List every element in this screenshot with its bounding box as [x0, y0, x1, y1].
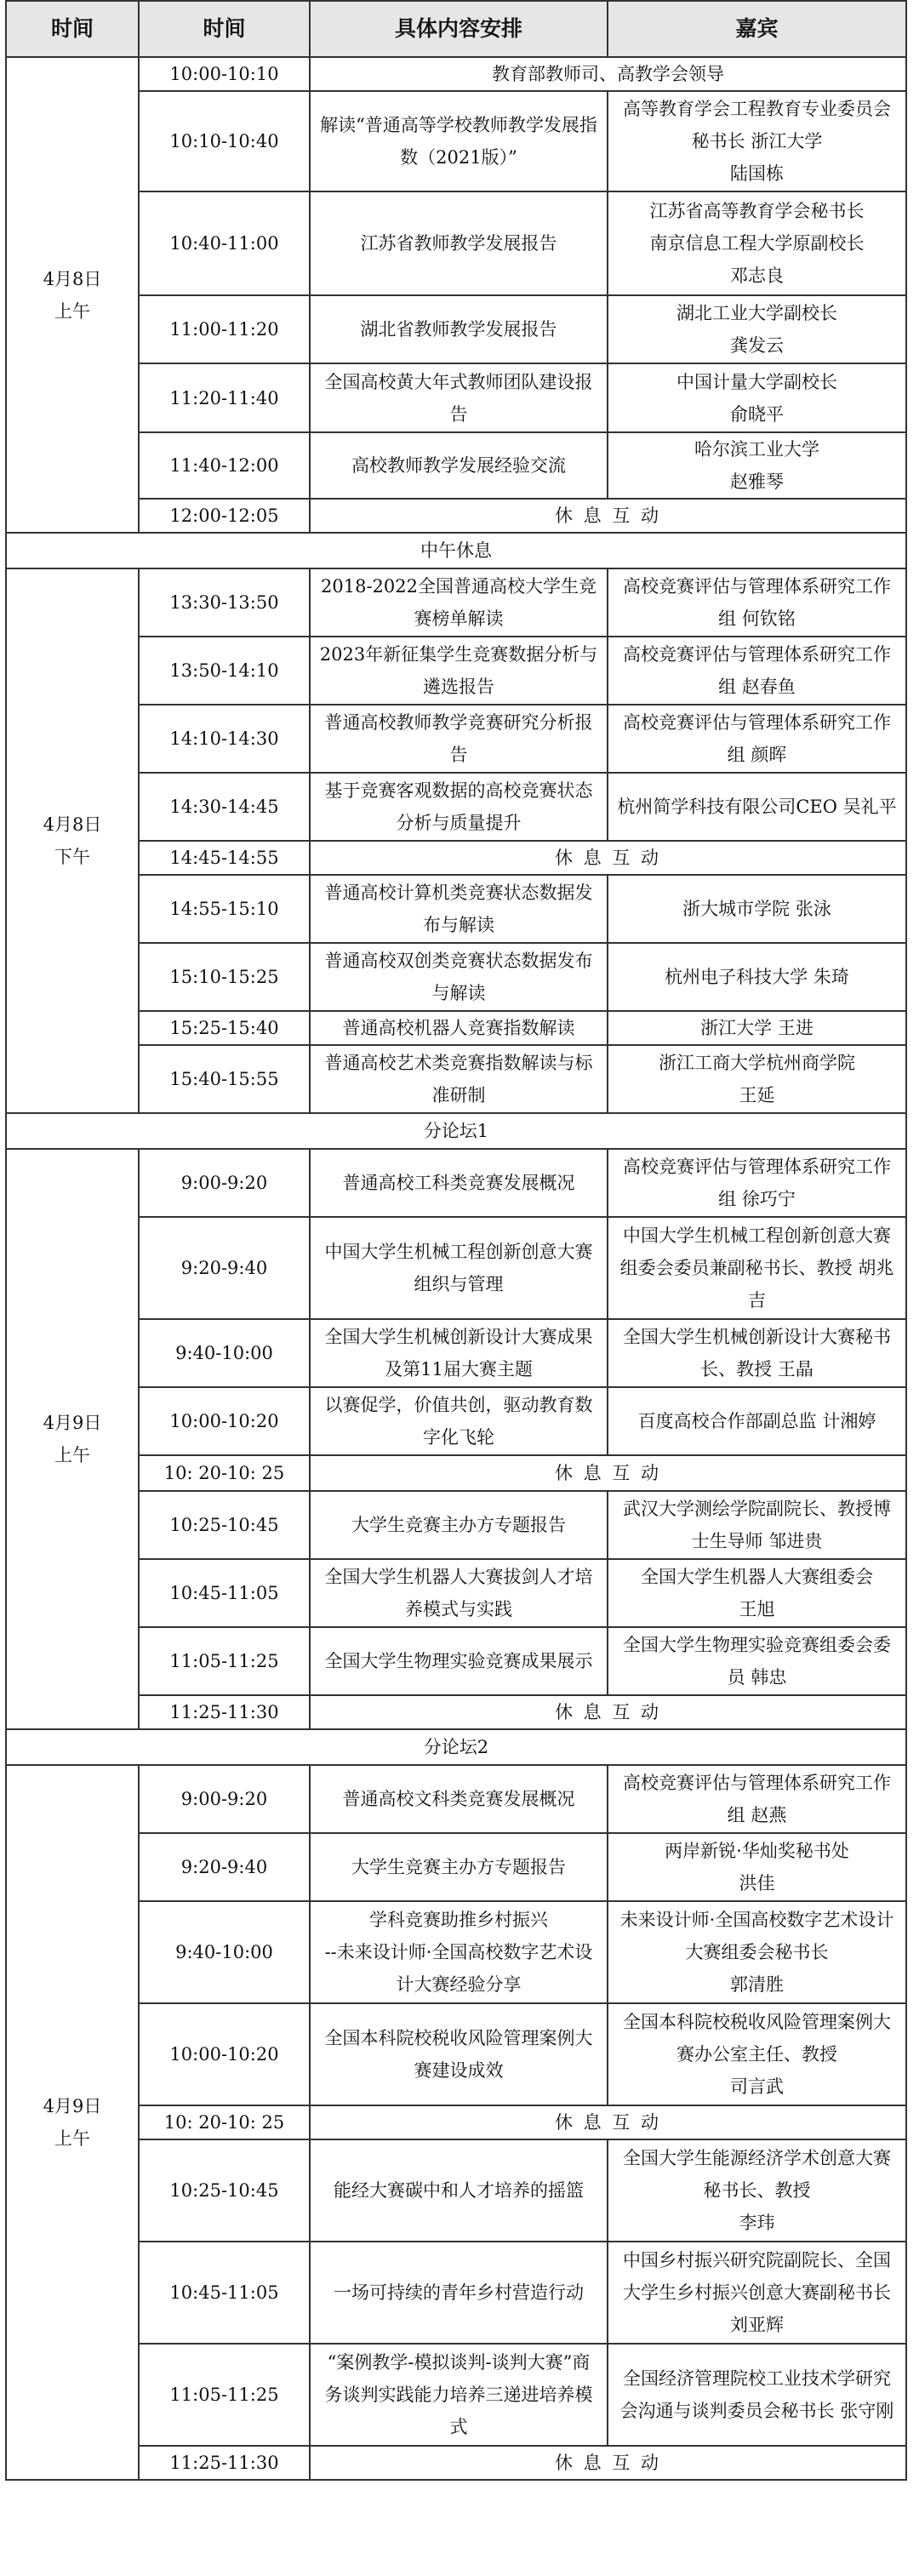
time-cell	[139, 875, 310, 943]
time-cell	[139, 295, 310, 363]
cell-text: 休 息 互 动	[554, 505, 662, 526]
cell-text: 中国计量大学副校长 俞晓平	[676, 371, 837, 425]
section-row	[6, 533, 906, 568]
header-guest: 嘉宾	[608, 1, 906, 57]
schedule-row	[6, 1455, 906, 1491]
content-cell	[310, 2344, 608, 2446]
time-cell	[139, 1765, 310, 1833]
cell-text: 2018-2022全国普通高校大学生竞赛榜单解读	[321, 576, 596, 629]
cell-text: 11:40-12:00	[169, 455, 279, 476]
content-cell	[310, 2003, 608, 2105]
time-cell	[139, 1149, 310, 1217]
cell-text: 中国乡村振兴研究院副院长、全国大学生乡村振兴创意大赛副秘书长 刘亚辉	[623, 2250, 891, 2335]
time-cell	[139, 432, 310, 499]
cell-text: 江苏省高等教育学会秘书长 南京信息工程大学原副校长 邓志良	[649, 201, 865, 286]
content-cell	[310, 91, 608, 191]
content-cell	[310, 1765, 608, 1833]
guest-cell	[608, 1217, 906, 1319]
guest-cell	[608, 1387, 906, 1455]
content-cell	[310, 1387, 608, 1455]
header-content: 具体内容安排	[310, 1, 608, 57]
cell-text: 全国大学生机器人大赛组委会 王旭	[641, 1567, 873, 1619]
cell-text: 休 息 互 动	[554, 1702, 662, 1722]
content-cell	[310, 1217, 608, 1319]
cell-text: 中午休息	[420, 540, 492, 561]
cell-text: 9:00-9:20	[180, 1789, 268, 1809]
time-cell	[139, 1901, 310, 2003]
schedule-row	[6, 2139, 906, 2242]
time-cell	[139, 91, 310, 191]
time-cell	[139, 841, 310, 875]
cell-text: 全国大学生机械创新设计大赛成果及第11届大赛主题	[324, 1327, 593, 1379]
content-cell	[310, 295, 608, 363]
cell-text: 2023年新征集学生竞赛数据分析与遴选报告	[319, 644, 598, 697]
schedule-table	[5, 0, 907, 2481]
break-cell	[310, 499, 906, 533]
schedule-row	[6, 1319, 906, 1387]
time-cell	[139, 2344, 310, 2446]
day-cell	[6, 1765, 139, 2480]
cell-text: 以赛促学，价值共创，驱动教育数字化飞轮	[324, 1395, 593, 1448]
cell-text: 高校竞赛评估与管理体系研究工作组 何钦铭	[623, 576, 891, 629]
schedule-row	[6, 363, 906, 432]
schedule-row	[6, 2003, 906, 2105]
cell-text: 中国大学生机械工程创新创意大赛组织与管理	[324, 1242, 593, 1294]
section-row	[6, 1729, 906, 1765]
cell-text: 普通高校工科类竞赛发展概况	[342, 1173, 575, 1193]
guest-cell	[608, 295, 906, 363]
schedule-row	[6, 841, 906, 875]
cell-text: 基于竞赛客观数据的高校竞赛状态分析与质量提升	[324, 780, 593, 833]
schedule-row	[6, 1559, 906, 1627]
cell-text: 4月9日 上午	[43, 1413, 102, 1465]
guest-cell	[608, 1149, 906, 1217]
cell-text: 杭州简学科技有限公司CEO 吴礼平	[617, 797, 897, 817]
cell-text: 普通高校双创类竞赛状态数据发布与解读	[324, 951, 593, 1003]
schedule-row	[6, 1833, 906, 1901]
cell-text: 11:00-11:20	[169, 319, 279, 340]
cell-text: 9:40-10:00	[175, 1343, 273, 1363]
content-cell	[310, 363, 608, 432]
guest-cell	[608, 1627, 906, 1695]
guest-cell	[608, 1901, 906, 2003]
schedule-row	[6, 875, 906, 943]
cell-text: 浙江大学 王进	[700, 1018, 813, 1038]
schedule-row	[6, 1627, 906, 1695]
schedule-row	[6, 191, 906, 295]
cell-text: 学科竞赛助推乡村振兴 --未来设计师·全国高校数字艺术设计大赛经验分享	[324, 1910, 593, 1995]
section-label	[6, 1729, 906, 1765]
time-cell	[139, 1217, 310, 1319]
cell-text: 10:45-11:05	[169, 1583, 279, 1603]
cell-text: 15:25-15:40	[169, 1018, 279, 1038]
break-cell	[310, 1695, 906, 1729]
guest-cell	[608, 363, 906, 432]
time-cell	[139, 2003, 310, 2105]
cell-text: 百度高校合作部副总监 计湘婷	[637, 1411, 876, 1431]
schedule-row	[6, 1217, 906, 1319]
header-row	[6, 1, 906, 57]
schedule-row	[6, 1387, 906, 1455]
cell-text: 10:45-11:05	[169, 2282, 279, 2303]
content-cell	[310, 568, 608, 637]
schedule-row	[6, 91, 906, 191]
cell-text: 哈尔滨工业大学 赵雅琴	[694, 439, 819, 492]
cell-text: 10: 20-10: 25	[163, 1463, 285, 1483]
guest-cell	[608, 1045, 906, 1113]
cell-text: 全国大学生机器人大赛拔剑人才培养模式与实践	[324, 1567, 593, 1619]
day-cell	[6, 1149, 139, 1729]
cell-text: 高等教育学会工程教育专业委员会秘书长 浙江大学 陆国栋	[623, 99, 891, 184]
time-cell	[139, 191, 310, 295]
schedule-row	[6, 499, 906, 533]
schedule-row	[6, 2242, 906, 2344]
cell-text: 高校竞赛评估与管理体系研究工作组 赵燕	[623, 1773, 891, 1825]
cell-text: “案例教学-模拟谈判-谈判大赛”商务谈判实践能力培养三递进培养模式	[324, 2352, 593, 2437]
cell-text: 11:20-11:40	[169, 387, 279, 408]
break-cell	[310, 841, 906, 875]
cell-text: 10:25-10:45	[169, 1515, 279, 1535]
cell-text: 9:20-9:40	[180, 1258, 268, 1278]
time-cell	[139, 1833, 310, 1901]
guest-cell	[608, 943, 906, 1011]
guest-cell	[608, 191, 906, 295]
break-cell	[310, 2105, 906, 2139]
schedule-row	[6, 637, 906, 705]
cell-text: 4月8日 上午	[43, 268, 102, 322]
time-cell	[139, 1491, 310, 1559]
section-label	[6, 533, 906, 568]
break-cell	[310, 2446, 906, 2480]
cell-text: 13:30-13:50	[169, 592, 279, 613]
content-cell	[310, 943, 608, 1011]
content-cell	[310, 1491, 608, 1559]
schedule-row	[6, 1011, 906, 1045]
schedule-row	[6, 1765, 906, 1833]
cell-text: 10:00-10:10	[169, 64, 279, 84]
cell-text: 大学生竞赛主办方专题报告	[351, 1515, 566, 1535]
guest-cell	[608, 1559, 906, 1627]
cell-text: 普通高校文科类竞赛发展概况	[342, 1789, 575, 1809]
time-cell	[139, 1627, 310, 1695]
guest-cell	[608, 1765, 906, 1833]
cell-text: 14:10-14:30	[169, 728, 279, 749]
merged-cell	[310, 57, 906, 91]
cell-text: 全国高校黄大年式教师团队建设报告	[324, 371, 593, 425]
cell-text: 14:30-14:45	[169, 797, 279, 817]
cell-text: 解读“普通高等学校教师教学发展指数（2021版）”	[320, 115, 597, 168]
cell-text: 9:40-10:00	[175, 1942, 273, 1962]
time-cell	[139, 943, 310, 1011]
content-cell	[310, 773, 608, 841]
cell-text: 两岸新锐·华灿奖秘书处 洪佳	[665, 1841, 849, 1893]
schedule-row	[6, 1491, 906, 1559]
cell-text: 全国大学生机械创新设计大赛秘书长、教授 王晶	[623, 1327, 891, 1379]
time-cell	[139, 1319, 310, 1387]
cell-text: 10:00-10:20	[169, 2044, 279, 2065]
cell-text: 中国大学生机械工程创新创意大赛组委会委员兼副秘书长、教授 胡兆吉	[619, 1225, 894, 1311]
cell-text: 普通高校机器人竞赛指数解读	[342, 1018, 575, 1038]
cell-text: 江苏省教师教学发展报告	[360, 233, 557, 254]
content-cell	[310, 1627, 608, 1695]
content-cell	[310, 432, 608, 499]
cell-text: 休 息 互 动	[554, 1463, 662, 1483]
guest-cell	[608, 875, 906, 943]
cell-text: 全国经济管理院校工业技术学研究会沟通与谈判委员会秘书长 张守刚	[619, 2368, 894, 2421]
break-cell	[310, 1455, 906, 1491]
content-cell	[310, 705, 608, 773]
content-cell	[310, 2139, 608, 2242]
schedule-row	[6, 568, 906, 637]
cell-text: 一场可持续的青年乡村营造行动	[334, 2282, 584, 2303]
time-cell	[139, 773, 310, 841]
schedule-row	[6, 773, 906, 841]
content-cell	[310, 1833, 608, 1901]
cell-text: 教育部教师司、高教学会领导	[492, 64, 724, 84]
cell-text: 普通高校艺术类竞赛指数解读与标准研制	[324, 1053, 593, 1105]
cell-text: 10:40-11:00	[169, 233, 279, 254]
cell-text: 12:00-12:05	[169, 505, 279, 526]
day-cell	[6, 57, 139, 533]
cell-text: 休 息 互 动	[554, 848, 662, 868]
guest-cell	[608, 1011, 906, 1045]
guest-cell	[608, 1319, 906, 1387]
cell-text: 休 息 互 动	[554, 2453, 662, 2473]
guest-cell	[608, 2139, 906, 2242]
cell-text: 11:25-11:30	[169, 1702, 279, 1722]
guest-cell	[608, 432, 906, 499]
cell-text: 4月9日 上午	[43, 2096, 102, 2149]
content-cell	[310, 1149, 608, 1217]
cell-text: 4月8日 下午	[43, 814, 102, 867]
cell-text: 高校竞赛评估与管理体系研究工作组 徐巧宁	[623, 1157, 891, 1209]
cell-text: 全国大学生物理实验竞赛成果展示	[324, 1651, 593, 1671]
header-time: 时间	[139, 1, 310, 57]
cell-text: 11:25-11:30	[169, 2453, 279, 2473]
cell-text: 分论坛2	[423, 1737, 489, 1757]
cell-text: 9:00-9:20	[180, 1173, 268, 1193]
guest-cell	[608, 2003, 906, 2105]
guest-cell	[608, 1491, 906, 1559]
time-cell	[139, 2242, 310, 2344]
schedule-body	[6, 57, 906, 2480]
schedule-row	[6, 57, 906, 91]
header-date: 时间	[6, 1, 139, 57]
schedule-row	[6, 2446, 906, 2480]
time-cell	[139, 1045, 310, 1113]
time-cell	[139, 568, 310, 637]
schedule-row	[6, 1901, 906, 2003]
cell-text: 10:25-10:45	[169, 2180, 279, 2201]
section-row	[6, 1113, 906, 1149]
content-cell	[310, 191, 608, 295]
cell-text: 武汉大学测绘学院副院长、教授博士生导师 邹进贵	[623, 1499, 891, 1551]
content-cell	[310, 1045, 608, 1113]
cell-text: 全国本科院校税收风险管理案例大赛办公室主任、教授 司言武	[623, 2012, 891, 2097]
time-cell	[139, 2139, 310, 2242]
guest-cell	[608, 773, 906, 841]
schedule-row	[6, 432, 906, 499]
content-cell	[310, 1319, 608, 1387]
cell-text: 湖北省教师教学发展报告	[360, 319, 557, 340]
schedule-row	[6, 943, 906, 1011]
time-cell	[139, 363, 310, 432]
content-cell	[310, 875, 608, 943]
content-cell	[310, 2242, 608, 2344]
guest-cell	[608, 1833, 906, 1901]
cell-text: 14:55-15:10	[169, 899, 279, 919]
time-cell	[139, 637, 310, 705]
time-cell	[139, 1559, 310, 1627]
time-cell	[139, 57, 310, 91]
time-cell	[139, 2446, 310, 2480]
time-cell	[139, 2105, 310, 2139]
schedule-row	[6, 295, 906, 363]
cell-text: 10: 20-10: 25	[163, 2112, 285, 2133]
cell-text: 全国大学生物理实验竞赛组委会委员 韩忠	[623, 1635, 891, 1688]
cell-text: 10:10-10:40	[169, 131, 279, 151]
cell-text: 14:45-14:55	[169, 848, 279, 868]
cell-text: 未来设计师·全国高校数字艺术设计大赛组委会秘书长 郭清胜	[619, 1910, 894, 1995]
schedule-row	[6, 1149, 906, 1217]
schedule-row	[6, 705, 906, 773]
guest-cell	[608, 705, 906, 773]
cell-text: 能经大赛碳中和人才培养的摇篮	[334, 2180, 584, 2201]
guest-cell	[608, 2344, 906, 2446]
time-cell	[139, 1695, 310, 1729]
cell-text: 分论坛1	[423, 1121, 489, 1141]
guest-cell	[608, 568, 906, 637]
cell-text: 11:05-11:25	[169, 2385, 279, 2405]
cell-text: 15:10-15:25	[169, 967, 279, 987]
cell-text: 浙江工商大学杭州商学院 王延	[659, 1053, 855, 1105]
schedule-row	[6, 2105, 906, 2139]
cell-text: 13:50-14:10	[169, 660, 279, 681]
schedule-row	[6, 1695, 906, 1729]
schedule-row	[6, 2344, 906, 2446]
time-cell	[139, 705, 310, 773]
cell-text: 湖北工业大学副校长 龚发云	[676, 303, 837, 356]
guest-cell	[608, 637, 906, 705]
schedule-row	[6, 1045, 906, 1113]
cell-text: 全国本科院校税收风险管理案例大赛建设成效	[324, 2028, 593, 2081]
cell-text: 11:05-11:25	[169, 1651, 279, 1671]
content-cell	[310, 1901, 608, 2003]
cell-text: 高校教师教学发展经验交流	[351, 455, 566, 476]
guest-cell	[608, 2242, 906, 2344]
day-cell	[6, 568, 139, 1113]
guest-cell	[608, 91, 906, 191]
content-cell	[310, 637, 608, 705]
cell-text: 高校竞赛评估与管理体系研究工作组 赵春鱼	[623, 644, 891, 697]
content-cell	[310, 1011, 608, 1045]
time-cell	[139, 1387, 310, 1455]
cell-text: 普通高校计算机类竞赛状态数据发布与解读	[324, 882, 593, 935]
section-label	[6, 1113, 906, 1149]
cell-text: 休 息 互 动	[554, 2112, 662, 2133]
cell-text: 浙大城市学院 张泳	[682, 899, 831, 919]
cell-text: 全国大学生能源经济学术创意大赛秘书长、教授 李玮	[623, 2148, 891, 2233]
content-cell	[310, 1559, 608, 1627]
time-cell	[139, 1011, 310, 1045]
cell-text: 杭州电子科技大学 朱琦	[665, 967, 849, 987]
time-cell	[139, 1455, 310, 1491]
cell-text: 10:00-10:20	[169, 1411, 279, 1431]
cell-text: 普通高校教师教学竞赛研究分析报告	[324, 712, 593, 765]
cell-text: 大学生竞赛主办方专题报告	[351, 1857, 566, 1877]
cell-text: 15:40-15:55	[169, 1069, 279, 1089]
time-cell	[139, 499, 310, 533]
cell-text: 高校竞赛评估与管理体系研究工作组 颜晖	[623, 712, 891, 765]
cell-text: 9:20-9:40	[180, 1857, 268, 1877]
